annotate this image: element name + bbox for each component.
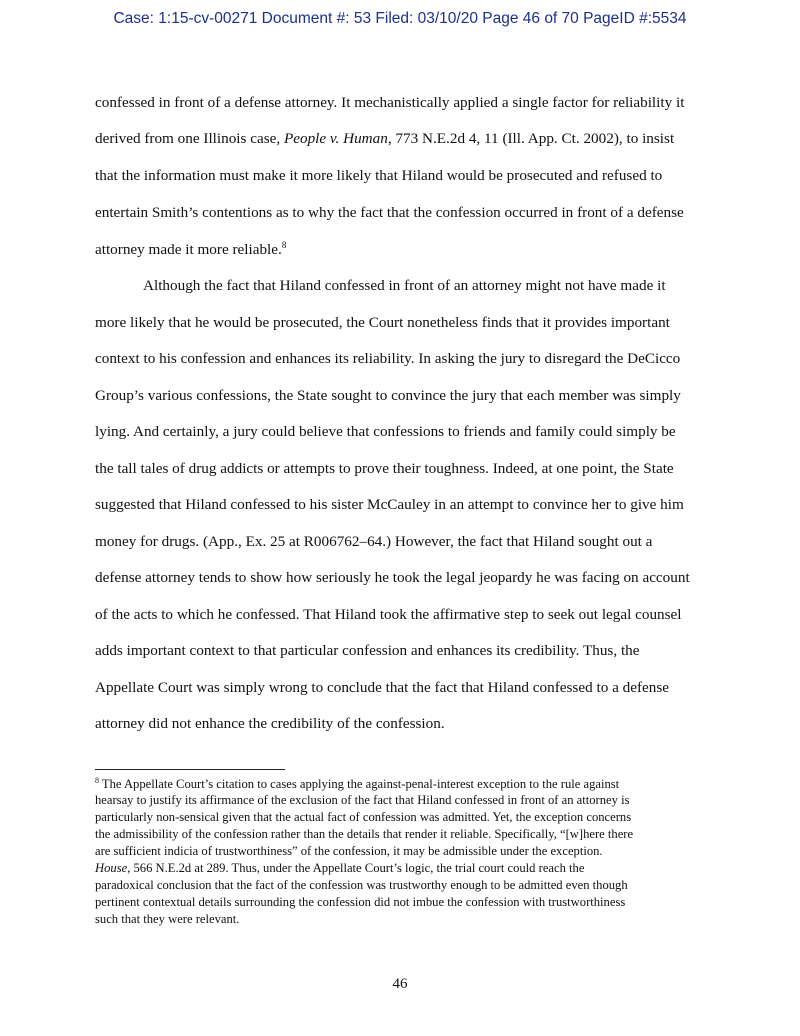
body-line: context to his confession and enhances its reliability. In asking the jury to disregard the DeCicco xyxy=(95,350,681,367)
footnote-line: paradoxical conclusion that the fact of the confession was trustworthy enough to be admitted even though xyxy=(95,878,628,892)
body-line: adds important context to that particular confession and enhances its credibility. Thus, the xyxy=(95,642,640,659)
footnote-line: House, 566 N.E.2d at 289. Thus, under the Appellate Court’s logic, the trial court could reach the xyxy=(95,861,585,875)
body-line: suggested that Hiland confessed to his sister McCauley in an attempt to convince her to give him xyxy=(95,496,684,513)
body-line: attorney did not enhance the credibility of the confession. xyxy=(95,715,445,732)
body-line: defense attorney tends to show how seriously he took the legal jeopardy he was facing on account xyxy=(95,569,690,586)
body-line: of the acts to which he confessed. That Hiland took the affirmative step to seek out legal counsel xyxy=(95,606,682,623)
footnote-line: the admissibility of the confession rather than the details that render it reliable. Specifically, “[w]here there xyxy=(95,827,634,841)
body-line: confessed in front of a defense attorney. It mechanistically applied a single factor for reliability it xyxy=(95,94,685,111)
footnote-line: pertinent contextual details surrounding the confession did not imbue the confession with trustworthiness xyxy=(95,895,626,909)
body-line: more likely that he would be prosecuted, the Court nonetheless finds that it provides important xyxy=(95,314,670,331)
case-citation: People v. Human xyxy=(283,130,388,147)
body-line: Appellate Court was simply wrong to conclude that the fact that Hiland confessed to a defense xyxy=(95,679,670,696)
case-citation: House xyxy=(95,861,128,875)
footnote-line: are sufficient indicia of trustworthiness” of the confession, it may be admissible under the exception. xyxy=(95,844,603,858)
page-number: 46 xyxy=(392,976,408,992)
body-line: that the information must make it more likely that Hiland would be prosecuted and refused to xyxy=(95,167,663,184)
footnote-line: hearsay to justify its affirmance of the exclusion of the fact that Hiland confessed in front of an attorney is xyxy=(95,793,630,807)
body-line: money for drugs. (App., Ex. 25 at R006762–64.) However, the fact that Hiland sought out a xyxy=(95,533,653,550)
footnote-number: 8 xyxy=(95,776,99,785)
case-header: Case: 1:15-cv-00271 Document #: 53 Filed: 03/10/20 Page 46 of 70 PageID #:5534 xyxy=(113,10,687,27)
footnote-reference[interactable]: 8 xyxy=(281,240,287,250)
body-line: the tall tales of drug addicts or attempts to prove their toughness. Indeed, at one point, the State xyxy=(95,460,674,477)
footnote-line: such that they were relevant. xyxy=(95,912,240,926)
body-line: Although the fact that Hiland confessed in front of an attorney might not have made it xyxy=(143,277,666,294)
body-line: entertain Smith’s contentions as to why the fact that the confession occurred in front of a defense xyxy=(95,204,684,221)
footnote-separator xyxy=(95,769,285,770)
body-line: lying. And certainly, a jury could believe that confessions to friends and family could simply be xyxy=(95,423,676,440)
footnote-line: particularly non-sensical given that the actual fact of confession was admitted. Yet, the exception concerns xyxy=(95,810,632,824)
footnote-line: $^8$ The Appellate Court’s citation to cases applying the against-penal-interest exception to the rule against xyxy=(95,776,620,791)
body-line: Group’s various confessions, the State sought to convince the jury that each member was simply xyxy=(95,387,681,404)
body-line: attorney made it more reliable.$^8$ xyxy=(95,240,287,258)
body-line: derived from one Illinois case, People v. Human, 773 N.E.2d 4, 11 (Ill. App. Ct. 2002), to insist xyxy=(95,130,675,147)
